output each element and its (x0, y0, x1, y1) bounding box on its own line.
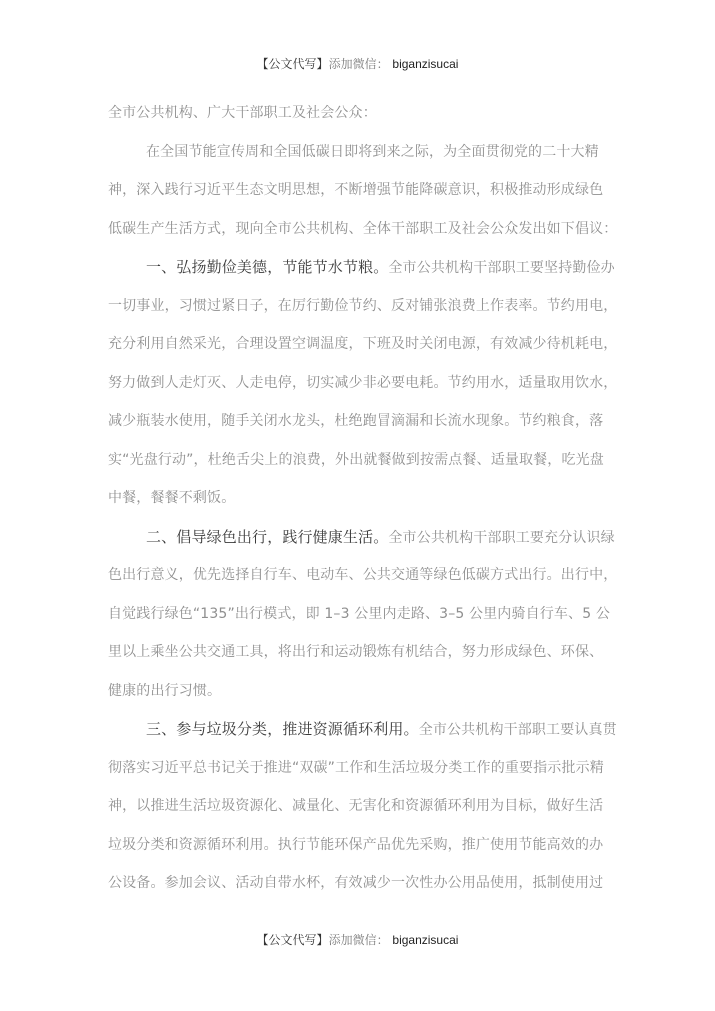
intro-line: 在全国节能宣传周和全国低碳日即将到来之际，为全面贯彻党的二十大精 (146, 143, 599, 160)
footer-brand: 【公文代写】 (256, 933, 329, 947)
section-1-line: 中餐，餐餐不剩饭。 (108, 490, 236, 506)
section-2-line: 自觉践行绿色“135”出行模式，即 1–3 公里内走路、3–5 公里内骑自行车、5 公 (108, 605, 611, 622)
section-1-line: 充分利用自然采光，合理设置空调温度，下班及时关闭电源，有效减少待机耗电， (108, 336, 618, 352)
section-2-heading: 二、倡导绿色出行，践行健康生活。 (146, 527, 389, 546)
page-footer (0, 932, 715, 948)
header-wechat-id: biganzisucai (392, 57, 459, 71)
section-3-line: 神，以推进生活垃圾资源化、减量化、无害化和资源循环利用为目标，做好生活 (108, 798, 604, 814)
section-2-line: 色出行意义，优先选择自行车、电动车、公共交通等绿色低碳方式出行。出行中， (108, 567, 618, 583)
section-3-line: 公设备。参加会议、活动自带水杯，有效减少一次性办公用品使用，抵制使用过 (108, 875, 604, 891)
section-1-first-line (108, 248, 615, 287)
section-1-line: 减少瓶装水使用，随手关闭水龙头，杜绝跑冒滴漏和长流水现象。节约粮食，落 (108, 413, 604, 429)
intro-line: 神，深入践行习近平生态文明思想，不断增强节能降碳意识，积极推动形成绿色 (108, 182, 604, 198)
header-brand: 【公文代写】 (256, 57, 329, 71)
section-3-line: 垃圾分类和资源循环利用。执行节能环保产品优先采购，推广使用节能高效的办 (108, 836, 604, 853)
section-1-heading: 一、弘扬勤俭美德，节能节水节粮。 (146, 258, 389, 276)
section-1-line: 努力做到人走灯灭、人走电停，切实减少非必要电耗。节约用水，适量取用饮水， (108, 374, 618, 391)
header-label: 添加微信： (328, 57, 389, 71)
intro-line: 低碳生产生活方式，现向全市公共机构、全体干部职工及社会公众发出如下倡议： (108, 220, 618, 237)
section-2-line: 里以上乘坐公共交通工具，将出行和运动锻炼有机结合，努力形成绿色、环保、 (108, 644, 604, 660)
section-3-text: 全市公共机构干部职工要认真贯 (418, 722, 617, 738)
section-2-text: 全市公共机构干部职工要充分认识绿 (388, 529, 615, 546)
section-2-line: 健康的出行习惯。 (108, 682, 222, 699)
section-1-line: 一切事业，习惯过紧日子，在厉行勤俭节约、反对铺张浪费上作表率。节约用电， (108, 297, 618, 314)
footer-wechat-id: biganzisucai (392, 933, 459, 947)
section-3-heading: 三、参与垃圾分类，推进资源循环利用。 (146, 720, 419, 738)
section-3-first-line (108, 710, 617, 749)
salutation: 全市公共机构、广大干部职工及社会公众： (108, 105, 377, 121)
section-1-line: 实“光盘行动”，杜绝舌尖上的浪费，外出就餐做到按需点餐、适量取餐，吃光盘 (108, 451, 604, 468)
section-3-line: 彻落实习近平总书记关于推进“双碳”工作和生活垃圾分类工作的重要指示批示精 (108, 759, 604, 776)
section-2-first-line (108, 518, 615, 557)
section-1-text: 全市公共机构干部职工要坚持勤俭办 (388, 260, 615, 276)
document-body (108, 94, 618, 903)
page-header (0, 56, 715, 72)
footer-label: 添加微信： (328, 933, 389, 947)
